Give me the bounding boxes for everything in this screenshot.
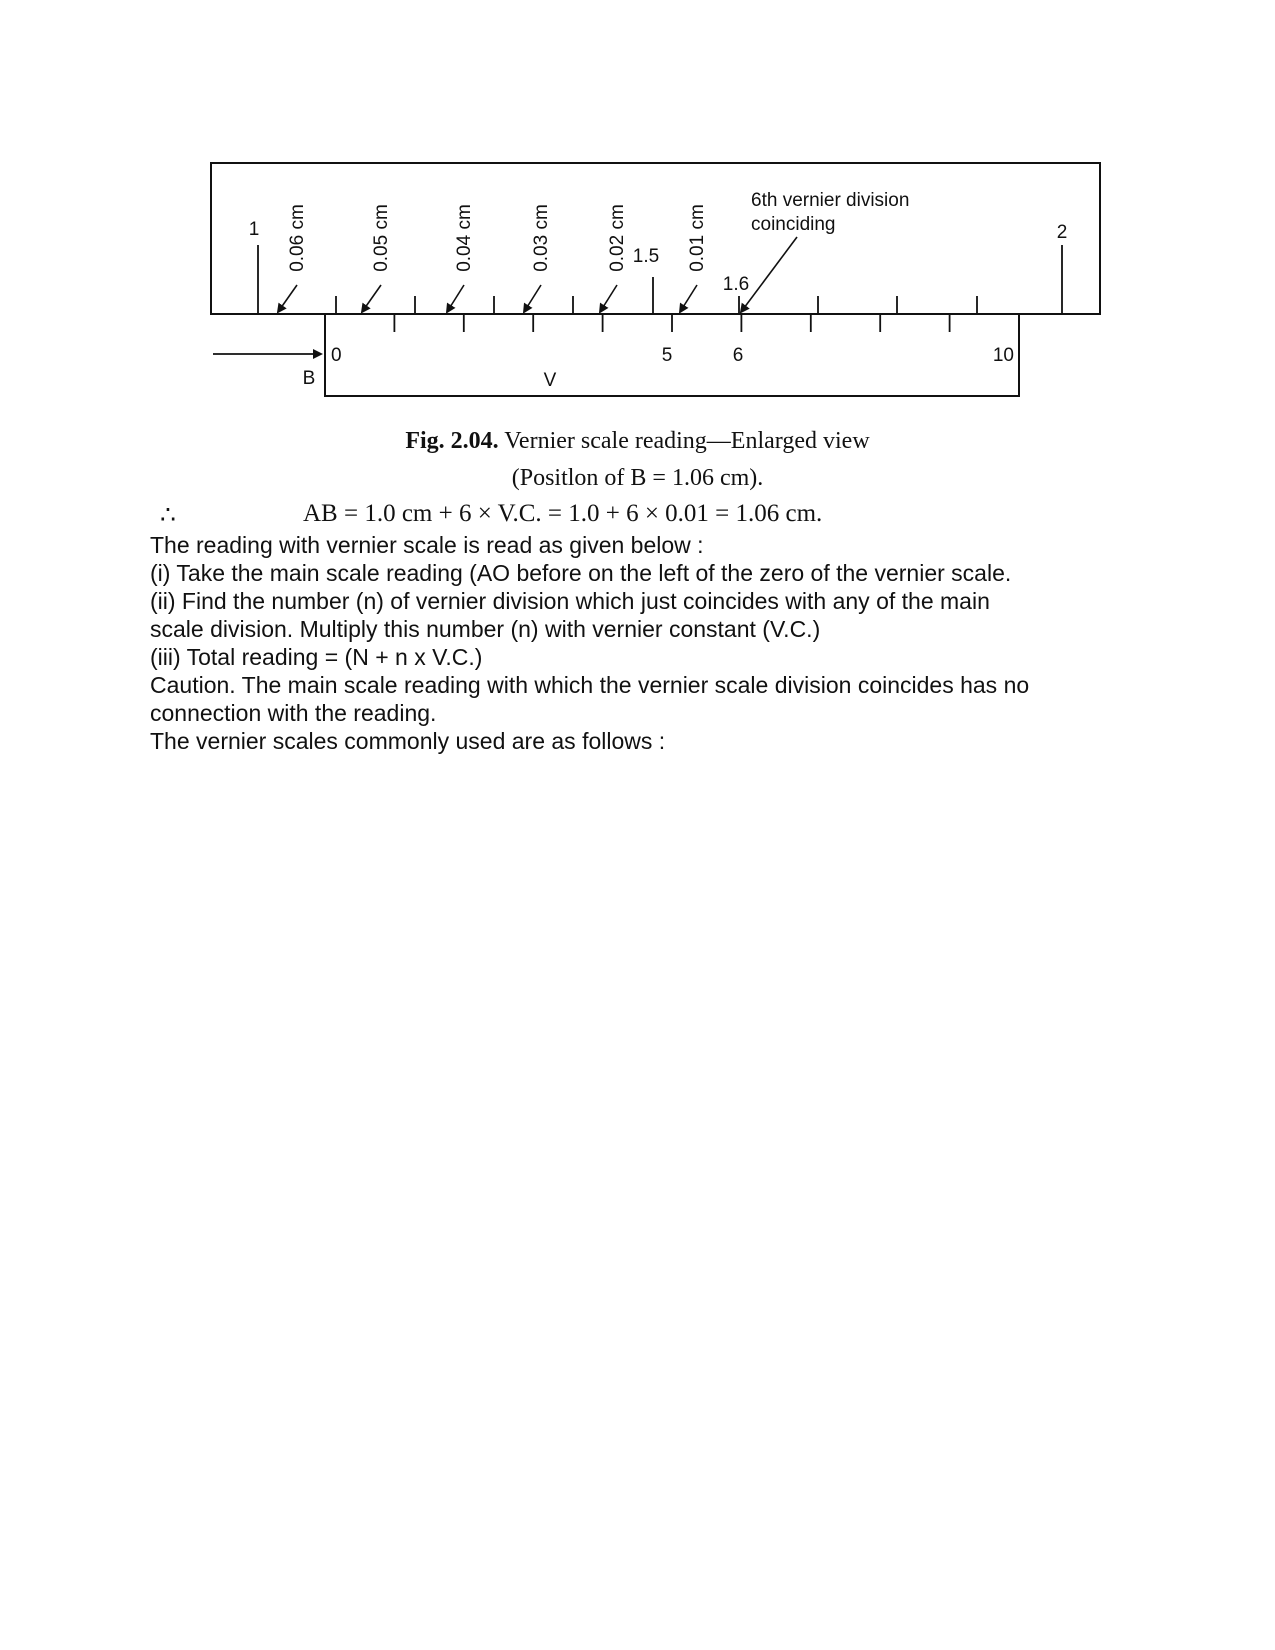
figure-subtitle: (Positlon of B = 1.06 cm). [511,465,764,491]
gap-arrow [600,285,617,312]
reading-equation: AB = 1.0 cm + 6 × V.C. = 1.0 + 6 × 0.01 = 1.06 cm. [303,500,823,527]
body-line-step-1: (i) Take the main scale reading (AO before on the left of the zero of the vernier scale. [150,560,1012,586]
main-label-1-6: 1.6 [722,274,750,295]
body-line-step-2: (ii) Find the number (n) of vernier division which just coincides with any of the main [150,588,990,614]
gap-label: 0.03 cm [531,204,552,272]
coincidence-arrow [741,237,797,312]
figure-number: Fig. 2.04. [405,428,499,454]
vernier-label-10: 10 [992,345,1014,366]
vernier-scale-ticks [394,314,949,332]
body-line-closing: The vernier scales commonly used are as follows : [150,728,666,754]
gap-label: 0.05 cm [371,204,392,272]
pointer-label-b: B [302,368,316,389]
vernier-label-6: 6 [732,345,744,366]
coincidence-note-line1: 6th vernier division [751,190,910,211]
body-line-intro: The reading with vernier scale is read as given below : [150,532,704,558]
gap-arrow [680,285,697,312]
gap-label: 0.04 cm [454,204,475,272]
gap-arrow [524,285,541,312]
vernier-figure [0,0,1275,420]
gap-label: 0.06 cm [287,204,308,272]
main-label-2: 2 [1056,222,1068,243]
coincidence-note-line2: coinciding [751,214,836,235]
gap-arrow [447,285,464,312]
main-scale-frame [211,163,1100,314]
vernier-label-5: 5 [661,345,673,366]
main-label-1-5: 1.5 [632,246,660,267]
gap-arrow [362,285,381,312]
body-line-caution-cont: connection with the reading. [150,700,437,726]
gap-label: 0.02 cm [607,204,628,272]
figure-title: Vernier scale reading—Enlarged view [504,428,870,454]
vernier-label-0: 0 [331,345,342,366]
body-line-step-3: (iii) Total reading = (N + n x V.C.) [150,644,483,670]
body-line-step-2-cont: scale division. Multiply this number (n) with vernier constant (V.C.) [150,616,821,642]
main-label-1: 1 [248,219,260,240]
gap-label: 0.01 cm [687,204,708,272]
therefore-symbol: ∴ [160,502,176,529]
body-line-caution: Caution. The main scale reading with which the vernier scale division coincides has no [150,672,1030,698]
figure-caption [0,428,1275,455]
vernier-name: V [543,370,557,391]
gap-arrow [278,285,297,312]
